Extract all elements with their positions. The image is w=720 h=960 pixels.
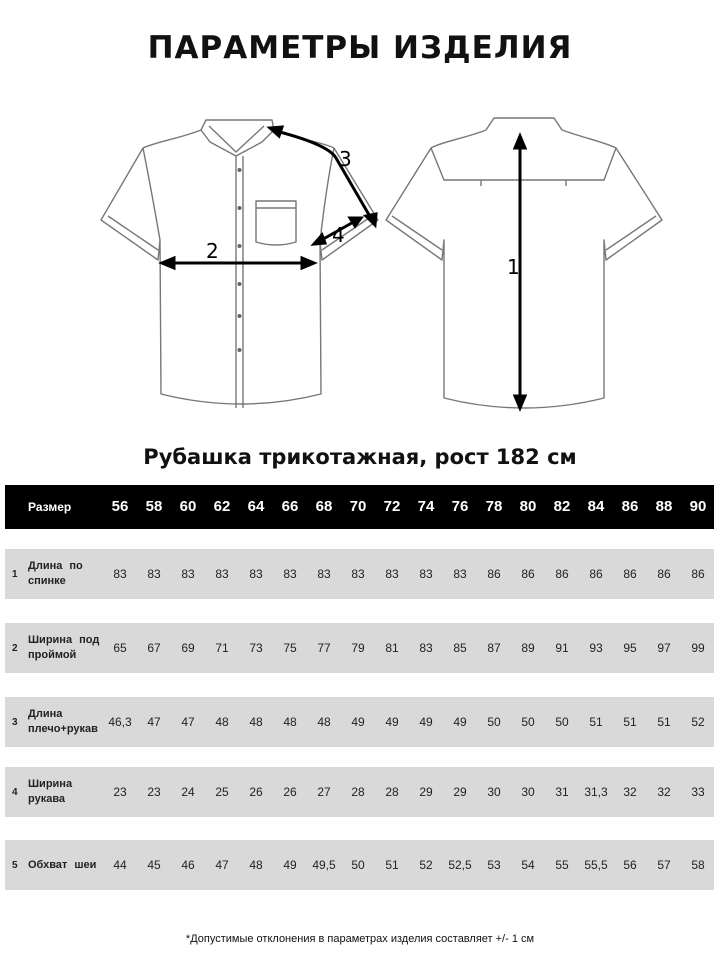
front-pocket <box>256 201 296 245</box>
row-number: 5 <box>12 859 18 871</box>
table-cell: 31 <box>555 785 569 799</box>
size-header-cell: 66 <box>281 498 299 515</box>
size-header-cell: 78 <box>485 498 503 515</box>
table-cell: 55 <box>555 858 569 872</box>
measure-label-3: 3 <box>339 147 352 171</box>
table-cell: 83 <box>317 567 331 581</box>
table-cell: 85 <box>453 641 467 655</box>
footnote: *Допустимые отклонения в параметрах изделия составляет +/- 1 см <box>185 933 535 945</box>
table-cell: 45 <box>147 858 161 872</box>
size-header-cell: 88 <box>655 498 673 515</box>
table-cell: 73 <box>249 641 263 655</box>
table-cell: 48 <box>215 715 229 729</box>
table-cell: 48 <box>249 858 263 872</box>
table-cell: 86 <box>555 567 569 581</box>
table-cell: 58 <box>691 858 705 872</box>
table-cell: 32 <box>657 785 671 799</box>
row-number: 4 <box>12 786 18 798</box>
table-cell: 83 <box>419 641 433 655</box>
table-cell: 55,5 <box>584 858 608 872</box>
table-cell: 47 <box>215 858 229 872</box>
table-cell: 93 <box>589 641 603 655</box>
size-header-row <box>5 485 714 529</box>
table-cell: 27 <box>317 785 331 799</box>
table-cell: 67 <box>147 641 161 655</box>
shirt-illustration <box>96 108 666 418</box>
table-cell: 29 <box>453 785 467 799</box>
table-cell: 52,5 <box>448 858 472 872</box>
table-cell: 69 <box>181 641 195 655</box>
table-cell: 89 <box>521 641 535 655</box>
table-cell: 23 <box>113 785 127 799</box>
table-cell: 86 <box>691 567 705 581</box>
table-cell: 77 <box>317 641 331 655</box>
size-header-cell: 86 <box>621 498 639 515</box>
table-cell: 71 <box>215 641 229 655</box>
size-header-cell: 64 <box>247 498 265 515</box>
size-header-cell: 56 <box>111 498 129 515</box>
table-cell: 25 <box>215 785 229 799</box>
table-row <box>5 549 714 599</box>
row-number: 3 <box>12 716 18 728</box>
table-cell: 87 <box>487 641 501 655</box>
table-cell: 49 <box>385 715 399 729</box>
table-cell: 30 <box>521 785 535 799</box>
table-cell: 50 <box>555 715 569 729</box>
table-row <box>5 623 714 673</box>
table-cell: 83 <box>283 567 297 581</box>
table-cell: 51 <box>623 715 637 729</box>
table-cell: 83 <box>147 567 161 581</box>
table-cell: 24 <box>181 785 195 799</box>
table-cell: 83 <box>351 567 365 581</box>
size-header-cell: 70 <box>349 498 367 515</box>
row-label: Длина плечо+рукав <box>28 708 98 735</box>
size-header-cell: 62 <box>213 498 231 515</box>
size-header-cell: 76 <box>451 498 469 515</box>
page-title: ПАРАМЕТРЫ ИЗДЕЛИЯ <box>147 30 573 66</box>
table-cell: 50 <box>521 715 535 729</box>
table-cell: 79 <box>351 641 365 655</box>
row-label: Ширина под проймой <box>28 634 100 661</box>
table-row <box>5 767 714 817</box>
size-header-cell: 74 <box>417 498 435 515</box>
table-row <box>5 697 714 747</box>
table-row <box>5 840 714 890</box>
measure-label-4: 4 <box>332 223 345 247</box>
table-cell: 28 <box>351 785 365 799</box>
table-cell: 51 <box>385 858 399 872</box>
table-cell: 48 <box>283 715 297 729</box>
table-cell: 46 <box>181 858 195 872</box>
table-cell: 83 <box>249 567 263 581</box>
table-cell: 49 <box>453 715 467 729</box>
table-cell: 26 <box>283 785 297 799</box>
size-header-cell: 90 <box>689 498 707 515</box>
table-cell: 54 <box>521 858 535 872</box>
table-cell: 99 <box>691 641 705 655</box>
size-header-cell: 84 <box>587 498 605 515</box>
table-cell: 49 <box>283 858 297 872</box>
table-cell: 83 <box>385 567 399 581</box>
table-cell: 28 <box>385 785 399 799</box>
table-cell: 48 <box>317 715 331 729</box>
table-cell: 29 <box>419 785 433 799</box>
table-cell: 32 <box>623 785 637 799</box>
table-cell: 97 <box>657 641 671 655</box>
table-cell: 47 <box>181 715 195 729</box>
table-cell: 57 <box>657 858 671 872</box>
size-header-cell: 80 <box>519 498 537 515</box>
size-header-label: Размер <box>28 500 72 514</box>
table-cell: 47 <box>147 715 161 729</box>
table-cell: 83 <box>215 567 229 581</box>
table-cell: 26 <box>249 785 263 799</box>
table-cell: 50 <box>351 858 365 872</box>
table-cell: 83 <box>181 567 195 581</box>
size-header-cell: 72 <box>383 498 401 515</box>
back-shirt-body <box>386 130 662 408</box>
table-cell: 51 <box>589 715 603 729</box>
size-header-cell: 82 <box>553 498 571 515</box>
table-cell: 53 <box>487 858 501 872</box>
table-cell: 46,3 <box>108 715 132 729</box>
measure-label-2: 2 <box>206 239 219 263</box>
table-cell: 51 <box>657 715 671 729</box>
row-label: Ширина рукава <box>28 778 73 805</box>
table-cell: 91 <box>555 641 569 655</box>
table-cell: 49 <box>419 715 433 729</box>
size-header-cell: 60 <box>179 498 197 515</box>
table-cell: 75 <box>283 641 297 655</box>
table-cell: 83 <box>419 567 433 581</box>
size-header-cell: 68 <box>315 498 333 515</box>
table-cell: 86 <box>521 567 535 581</box>
table-cell: 56 <box>623 858 637 872</box>
row-number: 1 <box>12 568 18 580</box>
table-cell: 30 <box>487 785 501 799</box>
table-cell: 52 <box>419 858 433 872</box>
table-cell: 23 <box>147 785 161 799</box>
table-cell: 52 <box>691 715 705 729</box>
table-cell: 31,3 <box>584 785 608 799</box>
size-header-cell: 58 <box>145 498 163 515</box>
row-label: Обхват шеи <box>28 858 97 871</box>
table-subtitle: Рубашка трикотажная, рост 182 см <box>143 445 577 469</box>
table-cell: 65 <box>113 641 127 655</box>
table-cell: 49,5 <box>312 858 336 872</box>
table-cell: 83 <box>453 567 467 581</box>
table-cell: 33 <box>691 785 705 799</box>
back-collar <box>486 118 562 130</box>
row-number: 2 <box>12 642 18 654</box>
table-cell: 86 <box>657 567 671 581</box>
table-cell: 83 <box>113 567 127 581</box>
table-cell: 50 <box>487 715 501 729</box>
table-cell: 86 <box>487 567 501 581</box>
table-cell: 86 <box>589 567 603 581</box>
measure-label-1: 1 <box>507 255 520 279</box>
front-collar <box>201 120 274 156</box>
table-cell: 48 <box>249 715 263 729</box>
table-cell: 86 <box>623 567 637 581</box>
table-cell: 44 <box>113 858 127 872</box>
table-cell: 49 <box>351 715 365 729</box>
row-label: Длина по спинке <box>28 560 83 587</box>
table-cell: 95 <box>623 641 637 655</box>
table-cell: 81 <box>385 641 399 655</box>
